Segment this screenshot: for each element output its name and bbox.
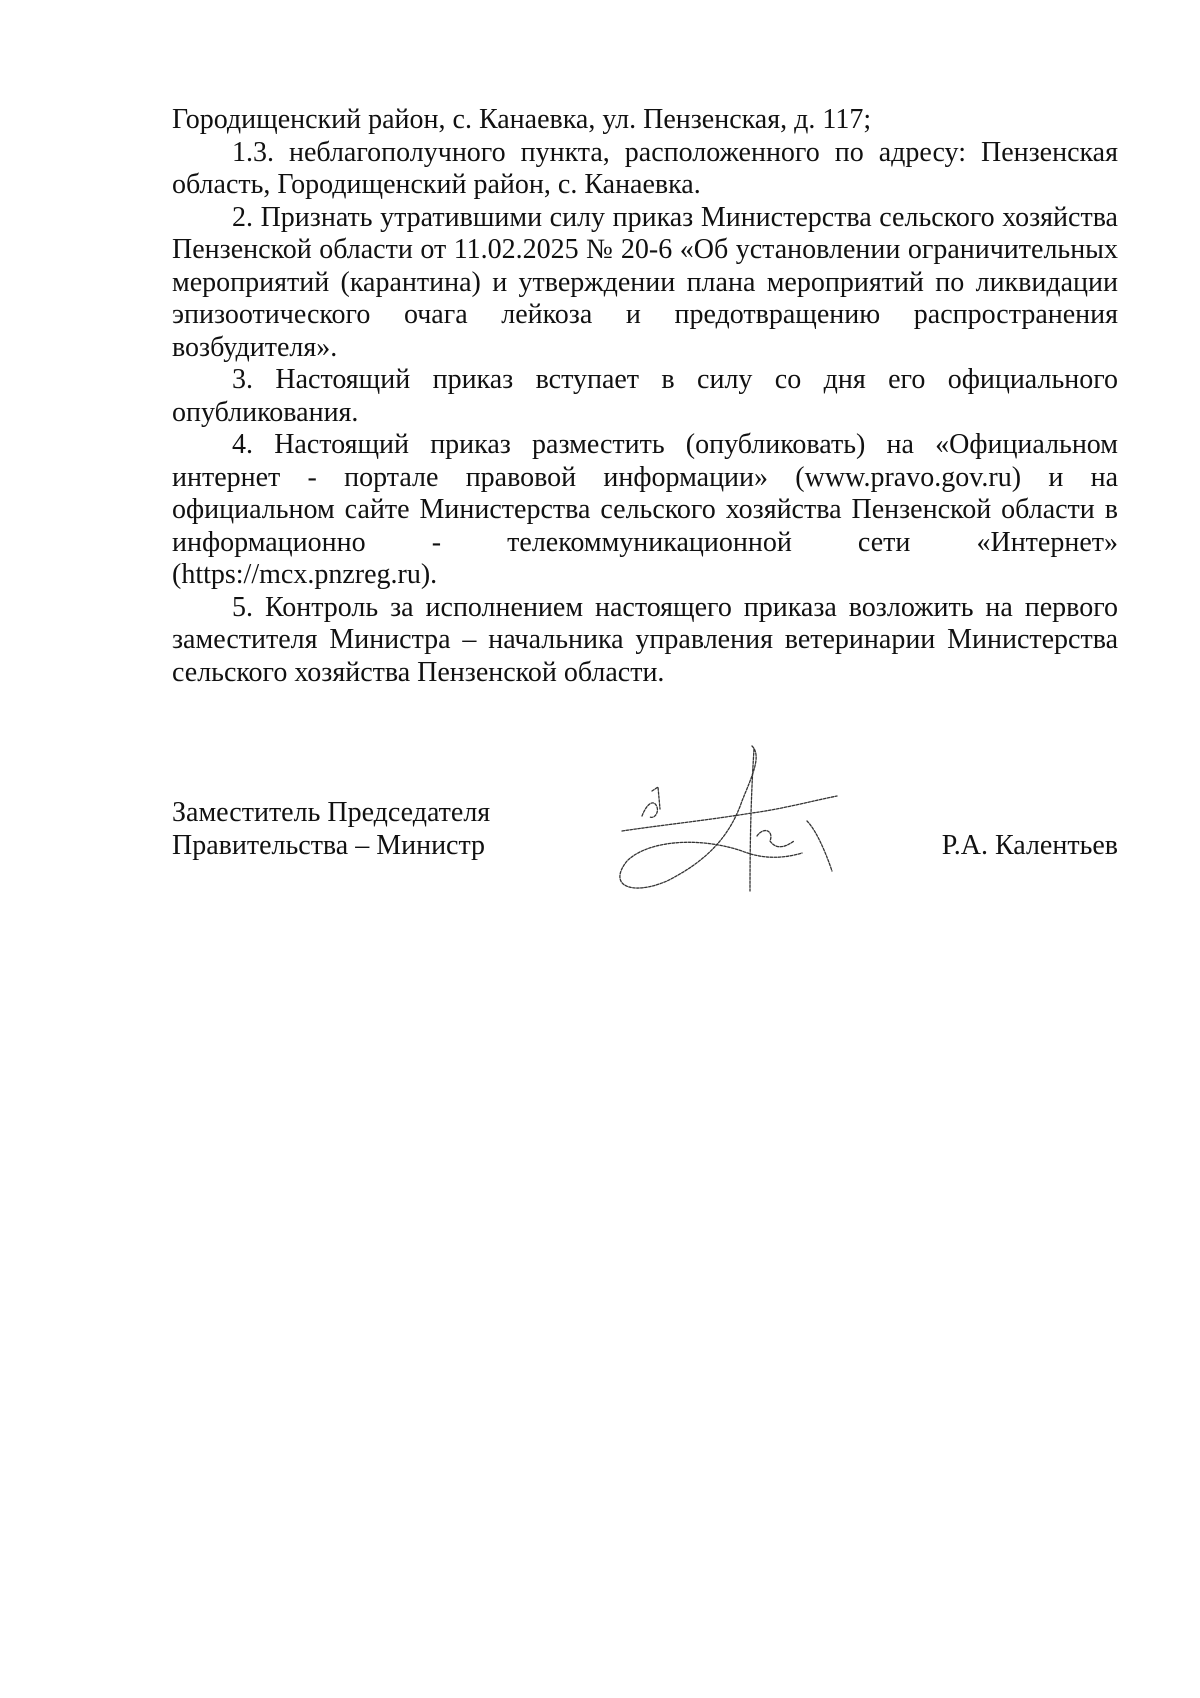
paragraph-item-4: 4. Настоящий приказ разместить (опубликовать) на «Официальном интернет - портале правовой информации» (www.pravo.gov.ru) и на официальном сайте Министерства сельского хозяйства Пензенской области в информационно - телекоммуникационной сети «Интернет» (https://mcx.pnzreg.ru). (172, 429, 1118, 590)
document-body (172, 104, 1118, 689)
signer-position-line-2: Правительства – Министр (172, 830, 486, 861)
paragraph-item-5: 5. Контроль за исполнением настоящего приказа возложить на первого заместителя Министра – начальника управления ветеринарии Министерства сельского хозяйства Пензенской области. (172, 591, 1118, 688)
signature-block (172, 796, 1118, 926)
signature-stroke-4 (620, 746, 802, 888)
paragraph-item-1-3: 1.3. неблагополучного пункта, расположенного по адресу: Пензенская область, Городищенский район, с. Канаевка. (172, 136, 1118, 200)
signature-stroke-1 (642, 803, 657, 818)
signature-stroke-6 (757, 831, 794, 847)
signature-stroke-3 (622, 796, 837, 831)
paragraph-item-3: 3. Настоящий приказ вступает в силу со дня его официального опубликования. (172, 364, 1118, 428)
handwritten-signature (602, 741, 852, 911)
signature-stroke-7 (807, 821, 832, 871)
signature-stroke-5 (750, 749, 754, 891)
paragraph-item-2: 2. Признать утратившими силу приказ Министерства сельского хозяйства Пензенской области от 11.02.2025 № 20-6 «Об установлении ограничительных мероприятий (карантина) и утверждении плана мероприятий по ликвидации эпизоотического очага лейкоза и предотвращению распространения возбудителя». (172, 201, 1118, 363)
signer-position-line-1: Заместитель Председателя (172, 797, 491, 828)
paragraph-address-continuation: Городищенский район, с. Канаевка, ул. Пензенская, д. 117; (172, 104, 872, 135)
signer-position (172, 796, 490, 862)
signer-name: Р.А. Калентьев (941, 830, 1118, 861)
